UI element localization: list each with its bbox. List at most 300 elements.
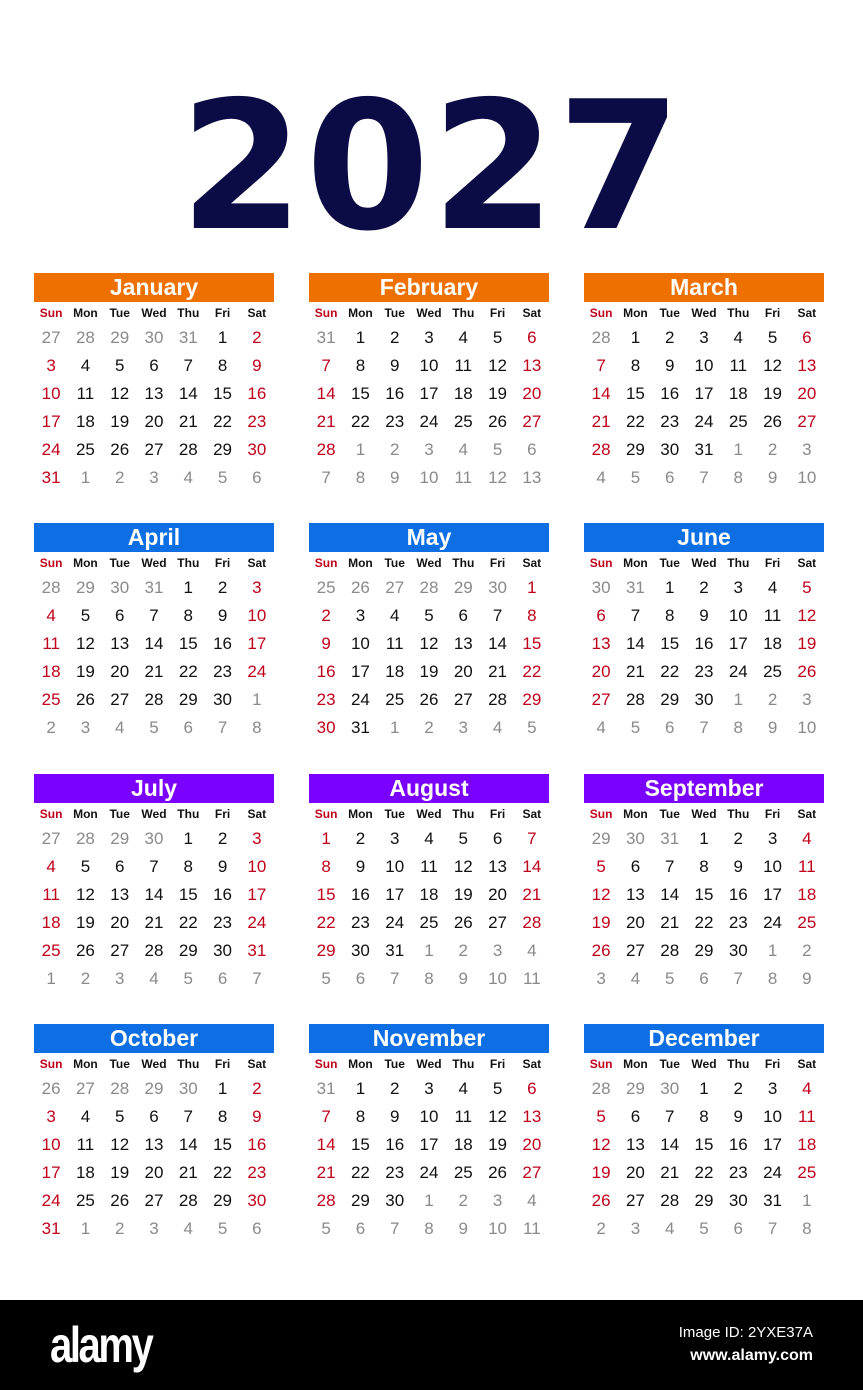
weekday-label: Fri: [489, 807, 506, 821]
day-cell-other-month: 3: [492, 1191, 503, 1210]
day-cell: 9: [733, 1107, 744, 1126]
day-cell-other-month: 4: [664, 1219, 675, 1238]
weekday-label: Fri: [764, 807, 781, 821]
day-cell: 1: [217, 1079, 228, 1098]
day-cell: 7: [149, 606, 159, 625]
day-cell: 26: [75, 941, 95, 960]
day-cell: 28: [660, 1191, 680, 1210]
day-cell: 11: [76, 1135, 95, 1154]
day-cell: 28: [591, 440, 611, 459]
day-cell: 10: [41, 1135, 61, 1154]
weekday-label: Thu: [727, 556, 750, 570]
day-cell-other-month: 4: [114, 718, 125, 737]
day-cell: 9: [664, 356, 675, 375]
day-cell: 7: [630, 606, 641, 625]
day-cell: 17: [694, 384, 714, 403]
day-cell-other-month: 6: [252, 468, 262, 487]
day-cell-other-month: 31: [625, 578, 645, 597]
day-cell-other-month: 7: [767, 1219, 778, 1238]
day-cell: 16: [694, 634, 714, 653]
day-cell: 1: [183, 578, 194, 597]
weekday-label: Tue: [384, 807, 405, 821]
weekday-label: Sat: [797, 1057, 817, 1071]
day-cell: 7: [183, 1107, 194, 1126]
day-cell-other-month: 2: [767, 440, 778, 459]
day-cell: 29: [178, 941, 198, 960]
day-cell-other-month: 2: [767, 690, 778, 709]
day-cell: 2: [217, 578, 228, 597]
month-february: [309, 273, 549, 492]
day-cell-other-month: 1: [424, 1191, 434, 1210]
month-header: July: [34, 774, 274, 803]
day-cell: 18: [797, 1135, 817, 1154]
day-cell-other-month: 10: [488, 969, 508, 988]
day-cell: 14: [660, 1135, 680, 1154]
day-cell: 16: [385, 1135, 405, 1154]
day-cell: 9: [252, 1107, 262, 1126]
weekday-label: Sat: [797, 306, 817, 320]
day-grid: [584, 324, 824, 492]
month-header: August: [309, 774, 549, 803]
day-cell: 5: [767, 328, 778, 347]
day-cell-other-month: 8: [802, 1219, 812, 1238]
day-cell: 21: [591, 412, 611, 431]
day-cell-other-month: 28: [419, 578, 439, 597]
day-cell: 20: [625, 913, 645, 932]
weekday-label: Tue: [109, 306, 130, 320]
day-cell: 18: [763, 634, 783, 653]
weekday-label: Wed: [416, 1057, 442, 1071]
month-july: [34, 774, 274, 993]
day-cell: 22: [316, 913, 336, 932]
day-cell-other-month: 31: [660, 829, 680, 848]
day-cell: 27: [625, 1191, 645, 1210]
day-cell: 3: [767, 1079, 778, 1098]
watermark-banner: [0, 1300, 863, 1390]
day-cell: 27: [797, 412, 817, 431]
day-cell: 13: [453, 634, 473, 653]
weekday-label: Fri: [764, 306, 781, 320]
day-cell: 1: [321, 829, 331, 848]
day-cell: 23: [728, 1163, 748, 1182]
day-cell: 16: [247, 1135, 267, 1154]
day-cell-other-month: 7: [252, 969, 262, 988]
day-cell: 8: [355, 356, 366, 375]
day-cell: 2: [355, 829, 366, 848]
day-cell: 12: [75, 634, 95, 653]
day-cell-other-month: 1: [252, 690, 262, 709]
weekday-label: Sun: [314, 306, 338, 320]
day-cell-other-month: 8: [424, 969, 434, 988]
day-cell: 11: [42, 634, 60, 653]
day-cell: 14: [178, 384, 198, 403]
day-cell: 10: [728, 606, 748, 625]
day-cell: 8: [217, 356, 228, 375]
day-cell: 16: [728, 1135, 748, 1154]
day-cell: 24: [763, 913, 783, 932]
day-cell: 25: [385, 690, 405, 709]
day-cell: 1: [664, 578, 675, 597]
weekday-label: Tue: [109, 1057, 130, 1071]
month-header: June: [584, 523, 824, 552]
day-cell: 24: [41, 440, 61, 459]
day-cell: 22: [660, 662, 680, 681]
weekday-label: Wed: [141, 556, 167, 570]
day-cell-other-month: 6: [733, 1219, 744, 1238]
day-cell-other-month: 9: [458, 969, 469, 988]
weekday-row: [34, 1053, 274, 1075]
day-cell: 17: [419, 384, 439, 403]
day-cell: 10: [694, 356, 714, 375]
month-october: [34, 1024, 274, 1243]
day-cell: 24: [419, 1163, 439, 1182]
day-cell: 15: [213, 1135, 233, 1154]
day-cell: 28: [144, 941, 164, 960]
day-cell: 31: [41, 1219, 61, 1238]
day-cell: 11: [454, 1107, 473, 1126]
day-cell: 14: [178, 1135, 198, 1154]
weekday-label: Wed: [416, 556, 442, 570]
day-cell: 28: [488, 690, 508, 709]
day-cell: 30: [385, 1191, 405, 1210]
day-cell-other-month: 6: [664, 718, 675, 737]
day-cell-other-month: 29: [625, 1079, 645, 1098]
day-cell-other-month: 10: [488, 1219, 508, 1238]
day-cell-other-month: 30: [144, 829, 164, 848]
day-cell-other-month: 1: [355, 440, 366, 459]
day-cell-other-month: 27: [41, 829, 61, 848]
day-cell: 20: [591, 662, 611, 681]
month-april: [34, 523, 274, 742]
weekday-label: Wed: [141, 306, 167, 320]
day-cell: 5: [458, 829, 469, 848]
day-cell: 15: [694, 1135, 714, 1154]
day-cell: 26: [488, 412, 508, 431]
day-cell: 18: [41, 662, 61, 681]
weekday-label: Sun: [589, 1057, 613, 1071]
day-cell: 1: [217, 328, 228, 347]
day-cell: 30: [694, 690, 714, 709]
day-cell: 25: [75, 440, 95, 459]
weekday-label: Sat: [522, 306, 542, 320]
day-cell: 28: [316, 1191, 336, 1210]
day-cell-other-month: 28: [75, 328, 95, 347]
day-cell: 2: [389, 328, 400, 347]
day-cell-other-month: 29: [110, 829, 130, 848]
day-cell: 4: [424, 829, 434, 848]
day-cell-other-month: 2: [424, 718, 434, 737]
day-cell-other-month: 30: [625, 829, 645, 848]
day-cell: 11: [763, 606, 782, 625]
day-cell-other-month: 7: [699, 468, 709, 487]
month-december: [584, 1024, 824, 1243]
day-cell: 30: [213, 941, 233, 960]
day-cell-other-month: 9: [767, 468, 778, 487]
day-cell: 2: [733, 1079, 744, 1098]
day-cell: 9: [355, 857, 366, 876]
day-cell-other-month: 2: [458, 1191, 469, 1210]
day-cell: 8: [355, 1107, 366, 1126]
day-cell: 1: [355, 1079, 366, 1098]
day-cell-other-month: 27: [41, 328, 61, 347]
day-cell: 13: [144, 384, 164, 403]
day-cell: 14: [522, 857, 542, 876]
day-cell: 13: [144, 1135, 164, 1154]
day-cell: 26: [453, 913, 473, 932]
day-cell: 22: [213, 1163, 233, 1182]
day-cell-other-month: 3: [802, 440, 812, 459]
day-cell: 10: [763, 1107, 783, 1126]
day-cell: 21: [144, 913, 164, 932]
day-cell: 12: [591, 1135, 611, 1154]
day-cell: 8: [630, 356, 641, 375]
day-cell: 26: [110, 440, 130, 459]
weekday-label: Thu: [727, 1057, 750, 1071]
day-grid: [309, 324, 549, 492]
day-cell: 8: [217, 1107, 228, 1126]
day-cell: 6: [596, 606, 606, 625]
weekday-label: Sun: [39, 1057, 63, 1071]
weekday-label: Fri: [489, 556, 506, 570]
day-cell: 12: [591, 885, 611, 904]
day-cell: 15: [178, 634, 198, 653]
day-cell: 18: [453, 384, 473, 403]
day-cell: 7: [664, 857, 675, 876]
weekday-label: Mon: [623, 306, 648, 320]
day-cell: 26: [419, 690, 439, 709]
month-august: [309, 774, 549, 993]
day-cell: 11: [420, 857, 438, 876]
day-cell: 22: [213, 412, 233, 431]
day-cell: 15: [350, 1135, 370, 1154]
day-cell-other-month: 7: [389, 1219, 400, 1238]
day-cell-other-month: 12: [488, 468, 508, 487]
day-grid: [309, 1075, 549, 1243]
day-cell-other-month: 5: [321, 1219, 331, 1238]
day-cell: 20: [453, 662, 473, 681]
weekday-label: Fri: [214, 1057, 231, 1071]
day-cell: 21: [625, 662, 645, 681]
day-cell: 10: [419, 356, 439, 375]
day-cell: 28: [178, 1191, 198, 1210]
day-cell: 29: [316, 941, 336, 960]
day-cell: 13: [110, 634, 130, 653]
weekday-label: Sat: [797, 556, 817, 570]
day-cell: 11: [798, 857, 816, 876]
day-grid: [584, 1075, 824, 1243]
day-cell: 2: [321, 606, 331, 625]
day-cell-other-month: 1: [46, 969, 56, 988]
day-cell: 13: [625, 885, 645, 904]
day-cell: 24: [694, 412, 714, 431]
day-cell: 2: [664, 328, 675, 347]
day-cell-other-month: 11: [454, 468, 473, 487]
day-cell-other-month: 26: [350, 578, 370, 597]
day-cell-other-month: 1: [733, 690, 744, 709]
day-cell-other-month: 29: [453, 578, 473, 597]
day-cell: 9: [389, 1107, 400, 1126]
day-cell: 6: [458, 606, 469, 625]
day-cell: 29: [694, 941, 714, 960]
day-cell: 17: [728, 634, 748, 653]
weekday-label: Sat: [797, 807, 817, 821]
weekday-label: Tue: [384, 306, 405, 320]
day-cell: 4: [80, 356, 91, 375]
month-september: [584, 774, 824, 993]
day-cell: 14: [488, 634, 508, 653]
day-cell-other-month: 3: [149, 468, 159, 487]
day-cell: 30: [728, 1191, 748, 1210]
day-cell: 2: [699, 578, 709, 597]
day-cell: 30: [660, 440, 680, 459]
weekday-label: Sun: [589, 306, 613, 320]
month-header: October: [34, 1024, 274, 1053]
month-header: January: [34, 273, 274, 302]
day-cell: 7: [321, 356, 331, 375]
day-cell: 9: [733, 857, 744, 876]
weekday-label: Tue: [659, 556, 680, 570]
day-cell: 9: [217, 857, 228, 876]
day-cell: 6: [630, 857, 641, 876]
day-cell: 21: [178, 412, 198, 431]
day-cell: 11: [385, 634, 404, 653]
weekday-label: Sat: [247, 1057, 267, 1071]
weekday-label: Wed: [141, 1057, 167, 1071]
day-cell-other-month: 7: [321, 468, 331, 487]
day-cell: 21: [660, 1163, 680, 1182]
day-cell: 31: [247, 941, 267, 960]
day-cell: 24: [763, 1163, 783, 1182]
day-cell-other-month: 3: [80, 718, 91, 737]
weekday-label: Sat: [247, 807, 267, 821]
day-cell: 30: [728, 941, 748, 960]
day-cell: 17: [41, 412, 61, 431]
day-cell-other-month: 29: [144, 1079, 164, 1098]
weekday-label: Mon: [73, 1057, 98, 1071]
day-cell-other-month: 1: [733, 440, 744, 459]
day-cell: 5: [492, 1079, 503, 1098]
day-cell-other-month: 2: [802, 941, 812, 960]
weekday-row: [584, 552, 824, 574]
day-cell: 12: [488, 1107, 508, 1126]
day-cell: 19: [75, 662, 95, 681]
day-cell: 5: [80, 606, 91, 625]
day-cell: 27: [591, 690, 611, 709]
day-cell: 19: [591, 913, 611, 932]
image-id: Image ID: 2YXE37A: [678, 1324, 813, 1341]
day-cell: 15: [178, 885, 198, 904]
day-cell: 18: [797, 885, 817, 904]
day-cell: 26: [75, 690, 95, 709]
day-cell-other-month: 1: [802, 1191, 812, 1210]
day-cell: 15: [213, 384, 233, 403]
day-cell: 20: [522, 1135, 542, 1154]
weekday-label: Wed: [416, 306, 442, 320]
weekday-label: Thu: [727, 807, 750, 821]
day-cell: 29: [694, 1191, 714, 1210]
day-cell: 25: [75, 1191, 95, 1210]
day-cell: 29: [178, 690, 198, 709]
day-cell: 4: [46, 606, 56, 625]
day-cell: 29: [213, 1191, 233, 1210]
day-cell: 3: [424, 1079, 434, 1098]
weekday-label: Thu: [452, 556, 475, 570]
day-cell-other-month: 25: [316, 578, 336, 597]
day-cell-other-month: 28: [591, 1079, 611, 1098]
day-cell: 8: [321, 857, 331, 876]
day-cell: 20: [110, 662, 130, 681]
day-cell: 13: [488, 857, 508, 876]
day-cell: 9: [217, 606, 228, 625]
day-cell-other-month: 6: [527, 440, 537, 459]
day-cell-other-month: 8: [767, 969, 778, 988]
day-cell-other-month: 6: [664, 468, 675, 487]
day-cell-other-month: 6: [355, 1219, 366, 1238]
weekday-label: Sat: [522, 807, 542, 821]
day-cell: 24: [728, 662, 748, 681]
weekday-label: Thu: [177, 556, 200, 570]
day-cell: 24: [385, 913, 405, 932]
day-cell: 25: [41, 690, 61, 709]
day-cell-other-month: 30: [178, 1079, 198, 1098]
weekday-label: Tue: [659, 306, 680, 320]
day-cell: 20: [625, 1163, 645, 1182]
day-cell: 7: [664, 1107, 675, 1126]
day-cell: 15: [625, 384, 645, 403]
day-cell-other-month: 5: [699, 1219, 709, 1238]
day-cell: 3: [46, 1107, 56, 1126]
day-cell: 8: [527, 606, 537, 625]
day-cell: 23: [660, 412, 680, 431]
day-cell: 7: [527, 829, 537, 848]
day-cell: 18: [453, 1135, 473, 1154]
day-cell: 6: [630, 1107, 641, 1126]
day-cell: 31: [41, 468, 61, 487]
weekday-label: Fri: [764, 1057, 781, 1071]
day-cell: 1: [699, 829, 709, 848]
day-cell: 19: [110, 1163, 130, 1182]
day-cell: 22: [178, 913, 198, 932]
day-cell: 28: [522, 913, 542, 932]
day-cell-other-month: 3: [802, 690, 812, 709]
day-cell: 4: [46, 857, 56, 876]
day-cell: 25: [797, 913, 817, 932]
day-cell-other-month: 6: [183, 718, 194, 737]
day-cell: 7: [492, 606, 503, 625]
day-cell-other-month: 9: [767, 718, 778, 737]
day-cell: 3: [424, 328, 434, 347]
weekday-label: Tue: [659, 807, 680, 821]
weekday-row: [34, 803, 274, 825]
day-cell: 25: [453, 1163, 473, 1182]
day-cell: 26: [110, 1191, 130, 1210]
weekday-label: Mon: [73, 807, 98, 821]
day-cell: 21: [144, 662, 164, 681]
day-cell-other-month: 27: [385, 578, 405, 597]
day-cell: 4: [733, 328, 744, 347]
day-cell: 28: [144, 690, 164, 709]
day-cell: 16: [213, 885, 233, 904]
day-cell-other-month: 5: [217, 468, 228, 487]
day-cell: 16: [660, 384, 680, 403]
day-cell: 14: [316, 1135, 336, 1154]
day-cell: 19: [419, 662, 439, 681]
day-cell: 30: [350, 941, 370, 960]
day-cell: 22: [350, 1163, 370, 1182]
day-cell-other-month: 2: [80, 969, 91, 988]
day-cell-other-month: 8: [424, 1219, 434, 1238]
weekday-label: Wed: [691, 1057, 717, 1071]
